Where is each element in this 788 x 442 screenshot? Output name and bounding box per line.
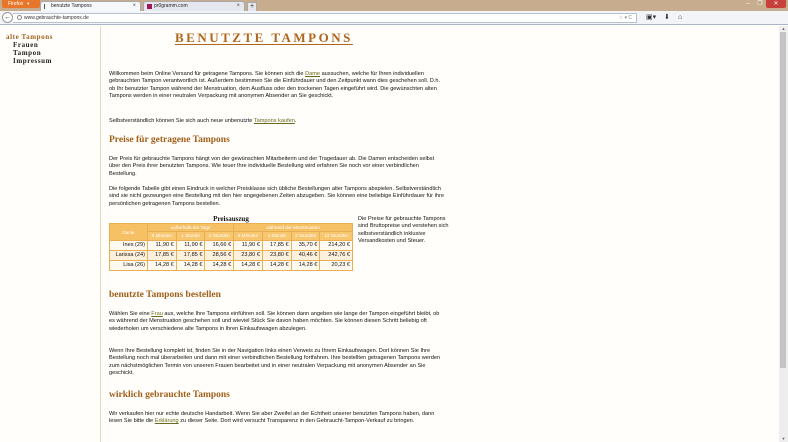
- col-header-duration: 2 Stunden: [205, 232, 233, 240]
- sidebar-item-tampon[interactable]: Tampon: [13, 49, 42, 57]
- tab-benutzte-tampons[interactable]: [40, 1, 141, 11]
- cell-price: 28,56 €: [205, 251, 233, 260]
- table-row: [110, 241, 352, 250]
- close-tab-icon[interactable]: ×: [236, 3, 240, 9]
- bestellen-text: aus, welche Ihre Tampons einführen soll. Sie können dann angeben wie lange der Tampon eingeführt bleibt, ob es während der Menstruation geschehen soll und wieviel Stück Sie davon haben möchten. Sie können diesen Schritt beliebig oft wiederholen um verschiedene alte Tampons in Ihren Einkaufswagen abzulegen.: [109, 311, 440, 332]
- group-header-menstruation: während der Menstruation: [234, 224, 352, 231]
- col-header-duration: 5 Minuten: [148, 232, 176, 240]
- tab-pr0gramm[interactable]: [143, 1, 245, 11]
- cell-price: 23,80 €: [234, 251, 262, 260]
- scrollbar-thumb[interactable]: [780, 32, 786, 368]
- firefox-menu-label: Firefox: [8, 1, 24, 7]
- close-tab-icon[interactable]: ×: [132, 3, 136, 9]
- wirklich-text: zu dieser Seite. Dort wird versucht Transparenz in den Gebraucht-Tampon-Verkauf zu bringen.: [178, 418, 415, 425]
- new-tab-button[interactable]: +: [247, 2, 257, 11]
- back-arrow-icon[interactable]: ←: [4, 14, 11, 21]
- sidebar-nav: [0, 26, 101, 442]
- cell-price: 14,28 €: [234, 261, 262, 270]
- cell-price: 11,90 €: [177, 241, 205, 250]
- page-title: BENUTZTE TAMPONS: [175, 30, 353, 45]
- tab-title: benutzte Tampons: [51, 3, 92, 9]
- erklaerung-link[interactable]: Erklärung: [154, 418, 179, 425]
- col-header-duration: 5 Minuten: [234, 232, 262, 240]
- intro-paragraph: [109, 71, 444, 100]
- cell-price: 11,90 €: [234, 241, 262, 250]
- cell-dame-name: Larissa (24): [110, 251, 147, 260]
- bestellen-text: Wählen Sie eine: [109, 311, 152, 317]
- cell-price: 14,28 €: [292, 261, 320, 270]
- cell-dame-name: Lisa (26): [110, 261, 147, 270]
- cell-price: 214,20 €: [320, 241, 352, 250]
- tampons-kaufen-link[interactable]: Tampons kaufen: [253, 118, 295, 124]
- bestellen-paragraph-2: Wenn Ihre Bestellung komplett ist, finden Sie in der Navigation links einen Verweis zu Ihrem Einkaufswagen. Dort können Sie Ihre Bestellung noch mal überarbeiten und dann mit einer verbindlichen Bestellung fortfahren. Ihre bestellten getragenen Tampons werden zum nächstmöglichen Termin von unseren Frauen bearbeitet und in einer neutralen Verpackung mit anonymen Absender an Sie geschickt.: [109, 348, 441, 376]
- intro-text: aussuchen, welche für Ihren individuellen gebrauchten Tampon verantwortlich ist. Außerdem bestimmen Sie die Einführdauer und den Zeitpunkt wann dies geschehen soll. D.h. ob Ihr benutzter Tampon während der Menstruation, dem Ausfluss oder den trockenen Tagen eingeführt wird. Die gewünschten alten Tampons werden in einer neutralen Verpackung mit anonymen Absender an Sie geschickt.: [109, 71, 441, 99]
- globe-icon: [17, 15, 22, 20]
- firefox-menu-button[interactable]: [2, 0, 40, 8]
- scroll-down-icon[interactable]: ▼: [781, 436, 786, 441]
- bookmarks-menu-icon[interactable]: ▣▾: [646, 14, 657, 21]
- col-header-dame: Dame: [110, 224, 147, 240]
- sidebar-item-alte-tampons[interactable]: alte Tampons: [6, 33, 54, 41]
- col-header-duration: 2 Stunden: [292, 232, 320, 240]
- section-heading-wirklich: wirklich gebrauchte Tampons: [109, 390, 230, 400]
- vertical-scrollbar[interactable]: [779, 26, 788, 442]
- preise-paragraph-1: Der Preis für gebrauchte Tampons hängt von der gewünschten Mitarbeiterin und der Tragedauer ab. Die Damen entscheiden selbst über den Preis ihrer benutzten Tampons. Wie teuer Ihre individuelle Bestellung wird erfahren Sie noch vor einer verbindlichen Bestellung.: [109, 156, 435, 177]
- tab-favicon-icon: [147, 4, 152, 9]
- price-table: [109, 223, 353, 271]
- frau-link[interactable]: Frau: [151, 311, 163, 317]
- sidebar-item-frauen[interactable]: Frauen: [13, 41, 39, 49]
- cell-dame-name: Ines (29): [110, 241, 147, 250]
- section-heading-bestellen: benutzte Tampons bestellen: [109, 290, 221, 300]
- cell-price: 14,28 €: [148, 261, 176, 270]
- tab-favicon-icon: [44, 4, 49, 9]
- close-window-icon[interactable]: ✕: [766, 0, 786, 8]
- sidebar-item-impressum[interactable]: Impressum: [13, 57, 53, 65]
- cell-price: 17,85 €: [177, 251, 205, 260]
- intro2-text: .: [294, 118, 297, 124]
- navigation-bar: [0, 11, 788, 25]
- preise-paragraph-2: Die folgende Tabelle gibt einen Eindruck in welcher Preisklasse sich übliche Bestellungen alter Tampons abspielen. Selbstverständlich sind sie nicht gezwungen eine Bestellung mit den hier angegebenen Zeiten abzugeben. Sie können eine beliebige Einführdauer für ihre persönlichen getragenen Tampons bestellen.: [109, 186, 444, 207]
- cell-price: 14,28 €: [205, 261, 233, 270]
- col-header-duration: 1 Stunde: [177, 232, 205, 240]
- chevron-down-icon: ▼: [26, 1, 31, 6]
- cell-price: 11,90 €: [148, 241, 176, 250]
- url-bar[interactable]: [13, 13, 637, 23]
- maximize-icon[interactable]: ❐: [757, 1, 763, 7]
- cell-price: 23,80 €: [263, 251, 291, 260]
- cell-price: 242,76 €: [320, 251, 352, 260]
- intro2-paragraph: [109, 118, 444, 125]
- intro-text: Willkommen beim Online Versand für getragene Tampons. Sie können sich die: [109, 71, 306, 77]
- price-table-wrapper: [109, 215, 353, 271]
- cell-price: 14,28 €: [177, 261, 205, 270]
- cell-price: 16,66 €: [205, 241, 233, 250]
- section-heading-preise: Preise für getragene Tampons: [109, 135, 230, 145]
- intro2-text: Selbstverständlich können Sie sich auch neue unbenutzte: [109, 118, 254, 124]
- col-header-duration: 12 Stunden: [320, 232, 352, 240]
- bestellen-paragraph-1: [109, 311, 444, 333]
- cell-price: 17,85 €: [148, 251, 176, 260]
- home-icon[interactable]: ⌂: [678, 14, 683, 21]
- tab-title: pr0gramm.com: [154, 3, 188, 9]
- dame-link[interactable]: Dame: [305, 71, 321, 77]
- window-titlebar: [0, 0, 788, 11]
- bookmark-star-reload-icons[interactable]: ☆ ▾ C: [618, 15, 632, 21]
- url-text[interactable]: www.gebrauchte-tampons.de: [24, 15, 89, 21]
- web-page: [0, 26, 779, 442]
- group-header-ausserhalb: außerhalb der Tage: [148, 224, 233, 231]
- download-icon[interactable]: ⬇: [664, 14, 670, 21]
- table-row: [110, 261, 352, 270]
- scroll-up-icon[interactable]: ▲: [781, 26, 786, 31]
- cell-price: 17,85 €: [263, 241, 291, 250]
- cell-price: 20,23 €: [320, 261, 352, 270]
- minimize-icon[interactable]: –: [746, 1, 750, 7]
- cell-price: 40,46 €: [292, 251, 320, 260]
- cell-price: 14,28 €: [263, 261, 291, 270]
- table-row: [110, 251, 352, 260]
- price-note: Die Preise für gebrauchte Tampons sind Bruttopreise und verstehen sich selbstverständlich inklusive Versandkosten und Steuer.: [358, 216, 449, 244]
- cell-price: 35,70 €: [292, 241, 320, 250]
- col-header-duration: 1 Stunde: [263, 232, 291, 240]
- price-table-caption: Preisauszug: [213, 215, 249, 223]
- wirklich-text: Wir verkaufen hier nur echte deutsche Handarbeit. Wenn Sie aber Zweifel an der Echtheit unserer benutzten Tampons haben, dann lesen Sie bitte die: [109, 411, 435, 425]
- wirklich-paragraph: [109, 411, 444, 426]
